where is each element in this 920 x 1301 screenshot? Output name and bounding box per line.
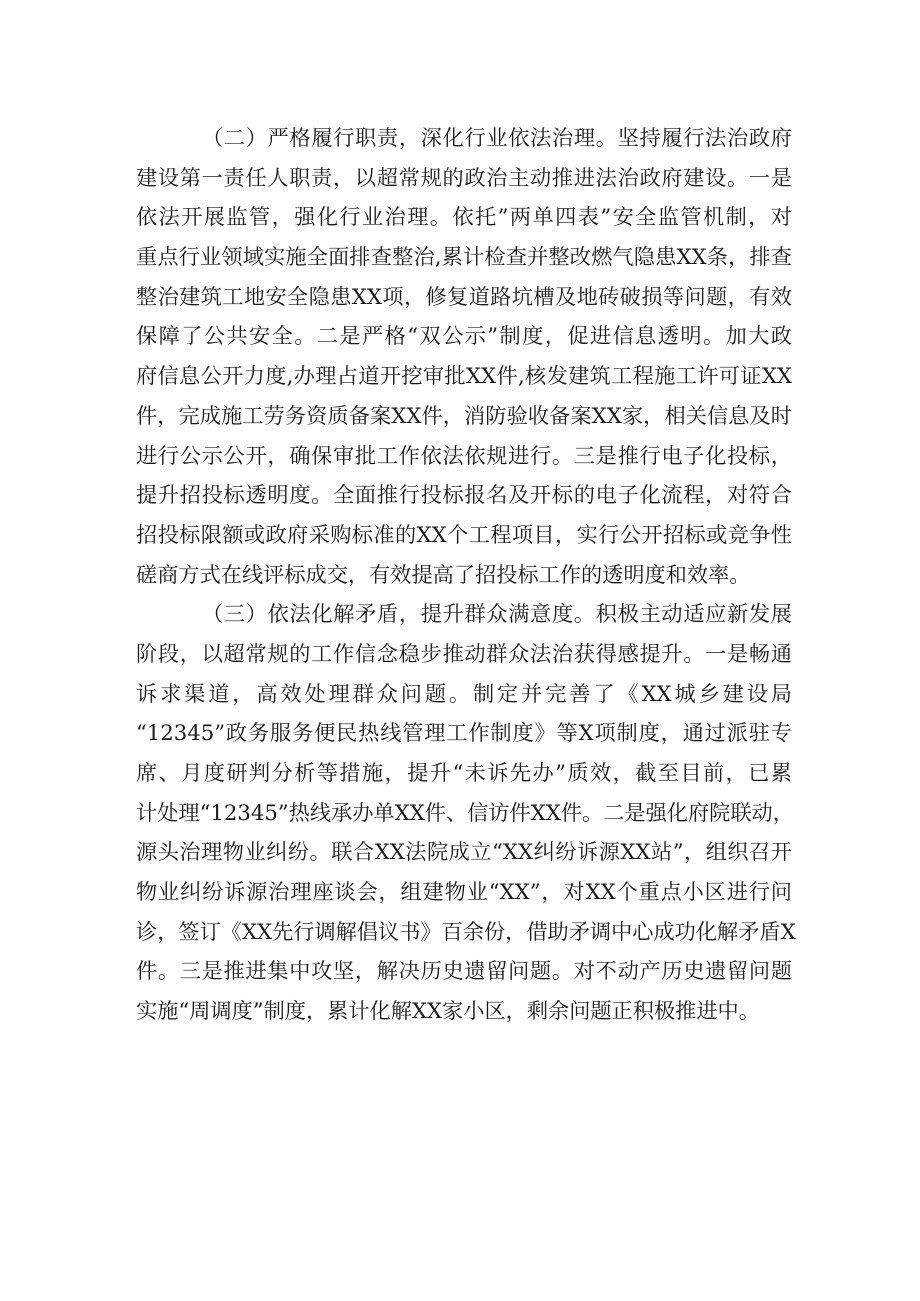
paragraph-line: 物业纠纷诉源治理座谈会，组建物业“XX”，对XX个重点小区进行问 xyxy=(136,879,792,905)
paragraph-section-2 xyxy=(136,118,792,594)
paragraph-line: 建设第一责任人职责，以超常规的政治主动推进法治政府建设。一是 xyxy=(136,164,792,190)
paragraph-line: 府信息公开力度,办理占道开挖审批XX件,核发建筑工程施工许可证XX xyxy=(136,363,792,389)
paragraph-line: 诊，签订《XX先行调解倡议书》百余份，借助矛调中心成功化解矛盾X xyxy=(136,918,796,944)
paragraph-line: 席、月度研判分析等措施，提升“未诉先办”质效，截至目前，已累 xyxy=(136,760,792,785)
paragraph-line: 件。三是推进集中攻坚，解决历史遗留问题。对不动产历史遗留问题 xyxy=(136,958,792,984)
paragraph-line: 依法开展监管，强化行业治理。依托”两单四表”安全监管机制，对 xyxy=(136,204,792,230)
paragraph-line: 实施“周调度”制度，累计化解XX家小区，剩余问题正积极推进中。 xyxy=(136,998,760,1024)
paragraph-section-3 xyxy=(136,594,796,1031)
document-body xyxy=(136,118,796,1031)
paragraph-line: 进行公示公开，确保审批工作依法依规进行。三是推行电子化投标， xyxy=(136,442,792,468)
paragraph-line: 整治建筑工地安全隐患XX项，修复道路坑槽及地砖破损等问题，有效 xyxy=(136,283,792,309)
paragraph-line: “12345”政务服务便民热线管理工作制度》等X项制度，通过派驻专 xyxy=(136,720,792,746)
paragraph-line: 磋商方式在线评标成交，有效提高了招投标工作的透明度和效率。 xyxy=(136,561,751,587)
paragraph-line: 阶段，以超常规的工作信念稳步推动群众法治获得感提升。一是畅通 xyxy=(136,640,792,666)
paragraph-line: 提升招投标透明度。全面推行投标报名及开标的电子化流程，对符合 xyxy=(136,482,792,508)
paragraph-line: 招投标限额或政府采购标准的XX个工程项目，实行公开招标或竞争性 xyxy=(136,521,792,547)
paragraph-line: 件，完成施工劳务资质备案XX件，消防验收备案XX家，相关信息及时 xyxy=(136,402,792,428)
paragraph-line: 保障了公共安全。二是严格“双公示”制度，促进信息透明。加大政 xyxy=(136,323,792,349)
paragraph-line: 计处理“12345”热线承办单XX件、信访件XX件。二是强化府院联动， xyxy=(136,799,794,825)
paragraph-line: 诉求渠道，高效处理群众问题。制定并完善了《XX城乡建设局 xyxy=(136,680,792,706)
paragraph-line: （三）依法化解矛盾，提升群众满意度。积极主动适应新发展 xyxy=(202,601,792,627)
paragraph-line: 重点行业领域实施全面排查整治,累计检查并整改燃气隐患XX条，排查 xyxy=(136,244,792,270)
paragraph-line: 源头治理物业纠纷。联合XX法院成立“XX纠纷诉源XX站”，组织召开 xyxy=(136,839,792,865)
paragraph-line: （二）严格履行职责，深化行业依法治理。坚持履行法治政府 xyxy=(202,125,792,150)
